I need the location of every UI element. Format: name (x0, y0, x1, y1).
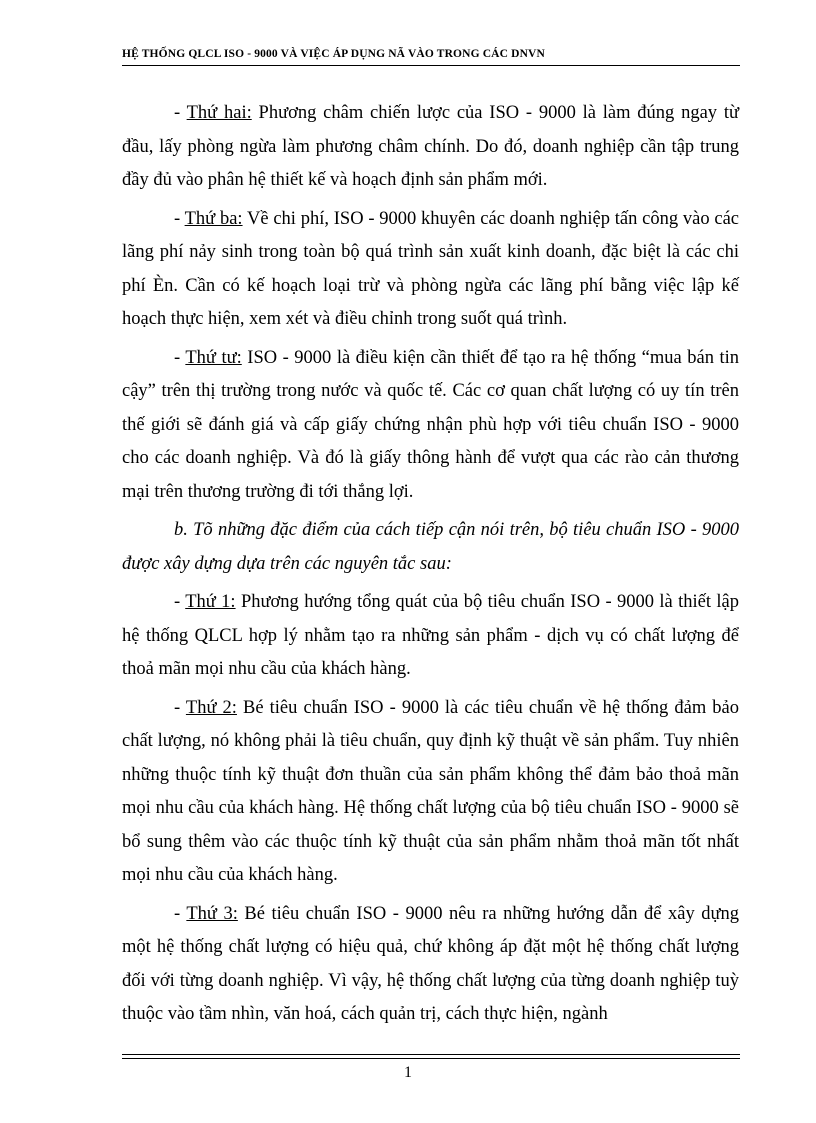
list-dash: - (174, 208, 185, 229)
section-b-intro: b. Tõ những đặc điểm của cách tiếp cận nói trên, bộ tiêu chuẩn ISO - 9000 được xây dựng dựa trên các nguyên tắc sau: (122, 520, 739, 574)
paragraph-lead: Thứ tư: (185, 347, 242, 368)
paragraph-text: Phương hướng tổng quát của bộ tiêu chuẩn ISO - 9000 là thiết lập hệ thống QLCL hợp lý nhằm tạo ra những sản phẩm - dịch vụ có chất lượng để thoả mãn mọi nhu cầu của khách hàng. (122, 592, 740, 679)
paragraph-text: Phương châm chiến lược của ISO - 9000 là làm đúng ngay từ đầu, lấy phòng ngừa làm phương châm chính. Do đó, doanh nghiệp cần tập trung đầy đủ vào phân hệ thiết kế và hoạch định sản phẩm mới. (122, 103, 739, 190)
paragraph-text: Về chi phí, ISO - 9000 khuyên các doanh nghiệp tấn công vào các lãng phí nảy sinh trong toàn bộ quá trình sản xuất kinh doanh, đặc biệt là các chi phí Èn. Cần có kế hoạch loại trừ và phòng ngừa các lãng phí bằng việc lập kế hoạch thực hiện, xem xét và điều chỉnh trong suốt quá trình. (122, 208, 740, 329)
paragraph-text: Bé tiêu chuẩn ISO - 9000 nêu ra những hướng dẫn để xây dựng một hệ thống chất lượng có hiệu quả, chứ không áp đặt một hệ thống chất lượng đối với từng doanh nghiệp. Vì vậy, hệ thống chất lượng của từng doanh nghiệp tuỳ thuộc vào tầm nhìn, văn hoá, cách quản trị, cách thực hiện, ngành (122, 903, 740, 1024)
list-dash: - (174, 347, 186, 368)
paragraph-text: ISO - 9000 là điều kiện cần thiết để tạo ra hệ thống “mua bán tin cậy” trên thị trường trong nước và quốc tế. Các cơ quan chất lượng có uy tín trên thế giới sẽ đánh giá và cấp giấy chứng nhận phù hợp với tiêu chuẩn ISO - 9000 cho các doanh nghiệp. Và đó là giấy thông hành để vượt qua các rào cản thương mại trên thương trường đi tới thắng lợi. (122, 347, 740, 502)
paragraph-text: Bé tiêu chuẩn ISO - 9000 là các tiêu chuẩn về hệ thống đảm bảo chất lượng, nó không phải là tiêu chuẩn, quy định kỹ thuật về sản phẩm. Tuy nhiên những thuộc tính kỹ thuật đơn thuần của sản phẩm không thể đảm bảo thoả mãn mọi nhu cầu của khách hàng. Hệ thống chất lượng của bộ tiêu chuẩn ISO - 9000 sẽ bổ sung thêm vào các thuộc tính kỹ thuật của sản phẩm nhằm thoả mãn tốt nhất mọi nhu cầu của khách hàng. (122, 697, 739, 885)
paragraph-thu-ba (122, 203, 739, 337)
page-body (122, 97, 739, 1037)
paragraph-lead: Thứ hai: (186, 103, 252, 123)
paragraph-thu-2 (122, 692, 739, 893)
header-rule (122, 65, 740, 66)
footer-rule-bottom (122, 1058, 740, 1059)
page-number: 1 (404, 1064, 412, 1081)
paragraph-thu-hai (122, 97, 739, 198)
list-dash: - (174, 697, 186, 718)
list-dash: - (174, 903, 187, 924)
paragraph-thu-1 (122, 586, 739, 687)
paragraph-thu-tu (122, 342, 739, 510)
list-dash: - (174, 103, 187, 123)
paragraph-lead: Thứ 1: (185, 592, 236, 612)
list-dash: - (174, 592, 186, 612)
paragraph-thu-3 (122, 898, 739, 1032)
footer-rule-top (122, 1054, 740, 1055)
paragraph-lead: Thứ 3: (186, 903, 238, 924)
running-header: HỆ THỐNG QLCL ISO - 9000 VÀ VIỆC ÁP DỤNG NÃ VÀO TRONG CÁC DNVN (122, 48, 545, 60)
paragraph-lead: Thứ 2: (185, 697, 237, 718)
paragraph-lead: Thứ ba: (184, 208, 243, 229)
